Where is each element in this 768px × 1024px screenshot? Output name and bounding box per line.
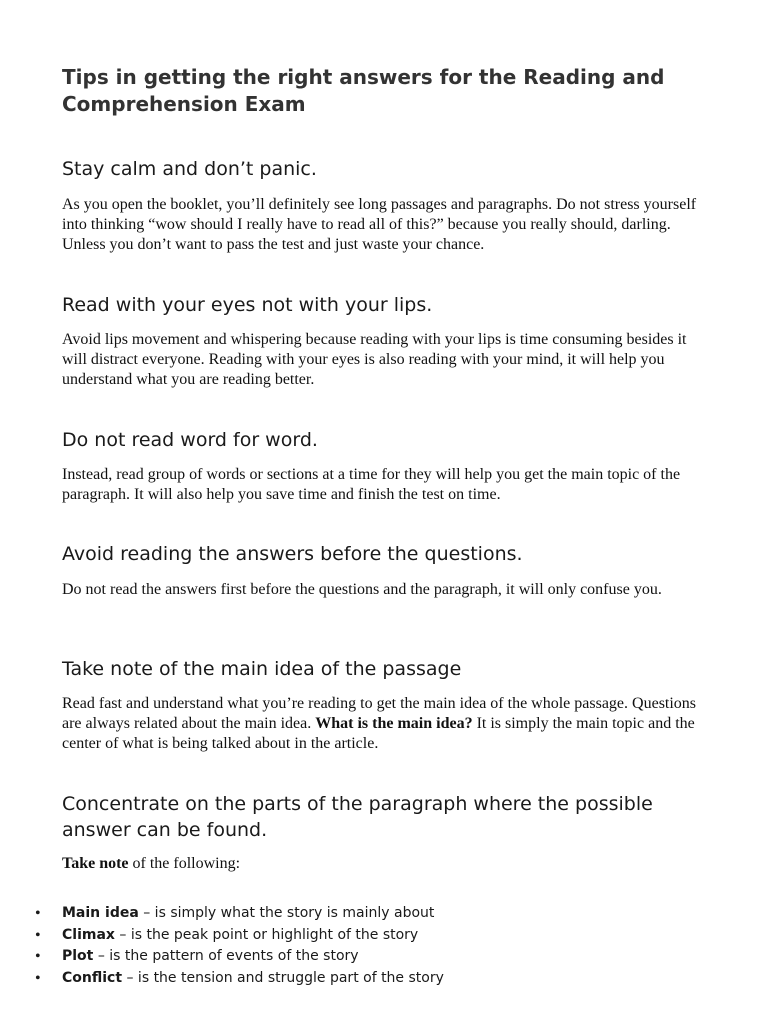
bullet-icon: •	[35, 905, 41, 922]
list-term: Plot	[62, 948, 94, 964]
list-desc: – is the tension and struggle part of the story	[122, 969, 444, 986]
section-heading-read-with-eyes: Read with your eyes not with your lips.	[62, 294, 433, 316]
list-desc: – is the peak point or highlight of the story	[114, 926, 419, 943]
bullet-icon: •	[35, 948, 41, 965]
list-desc: – is the pattern of events of the story	[93, 948, 359, 964]
list-item	[35, 925, 702, 947]
list-term: Conflict	[62, 969, 123, 986]
section-body-answers-before-questions: Do not read the answers first before the questions and the paragraph, it will only confuse you.	[62, 581, 662, 598]
terms-list	[35, 903, 702, 989]
section-heading-concentrate: Concentrate on the parts of the paragraph where the possible answer can be found.	[62, 793, 653, 841]
section-body-read-with-eyes: Avoid lips movement and whispering because reading with your lips is time consuming besides it will distract everyone. Reading with your eyes is also reading with your mind, it will help you understand what you are reading better.	[62, 331, 687, 388]
list-item	[35, 968, 702, 990]
section-heading-word-for-word: Do not read word for word.	[62, 429, 318, 451]
body-text: of the following:	[128, 855, 241, 872]
document-title: Tips in getting the right answers for the Reading and Comprehension Exam	[62, 65, 665, 116]
body-text: It is simply the main topic and the center of what is being talked about in the article.	[62, 715, 695, 752]
section-heading-main-idea: Take note of the main idea of the passage	[62, 658, 462, 680]
list-desc: – is simply what the story is mainly about	[138, 905, 435, 921]
bold-question: What is the main idea?	[315, 715, 473, 732]
bold-take-note: Take note	[62, 855, 129, 872]
section-body-word-for-word: Instead, read group of words or sections at a time for they will help you get the main topic of the paragraph. It will also help you save time and finish the test on time.	[62, 466, 681, 503]
list-term: Climax	[62, 926, 115, 943]
section-body-take-note	[62, 854, 698, 874]
section-heading-stay-calm: Stay calm and don’t panic.	[62, 158, 317, 180]
list-item	[35, 903, 702, 925]
section-body-stay-calm: As you open the booklet, you’ll definitely see long passages and paragraphs. Do not stress yourself into thinking “wow should I really have to read all of this?” because you really should, darling. Unless you don’t want to pass the test and just waste your chance.	[62, 196, 697, 253]
list-item	[35, 946, 702, 968]
bullet-icon: •	[35, 926, 41, 944]
list-term: Main idea	[62, 905, 139, 921]
bullet-icon: •	[35, 969, 41, 987]
section-heading-answers-before-questions: Avoid reading the answers before the questions.	[62, 543, 523, 565]
body-text: Read fast and understand what you’re reading to get the main idea of the whole passage. Questions are always related about the main idea.	[62, 695, 697, 732]
section-body-main-idea	[62, 694, 698, 754]
